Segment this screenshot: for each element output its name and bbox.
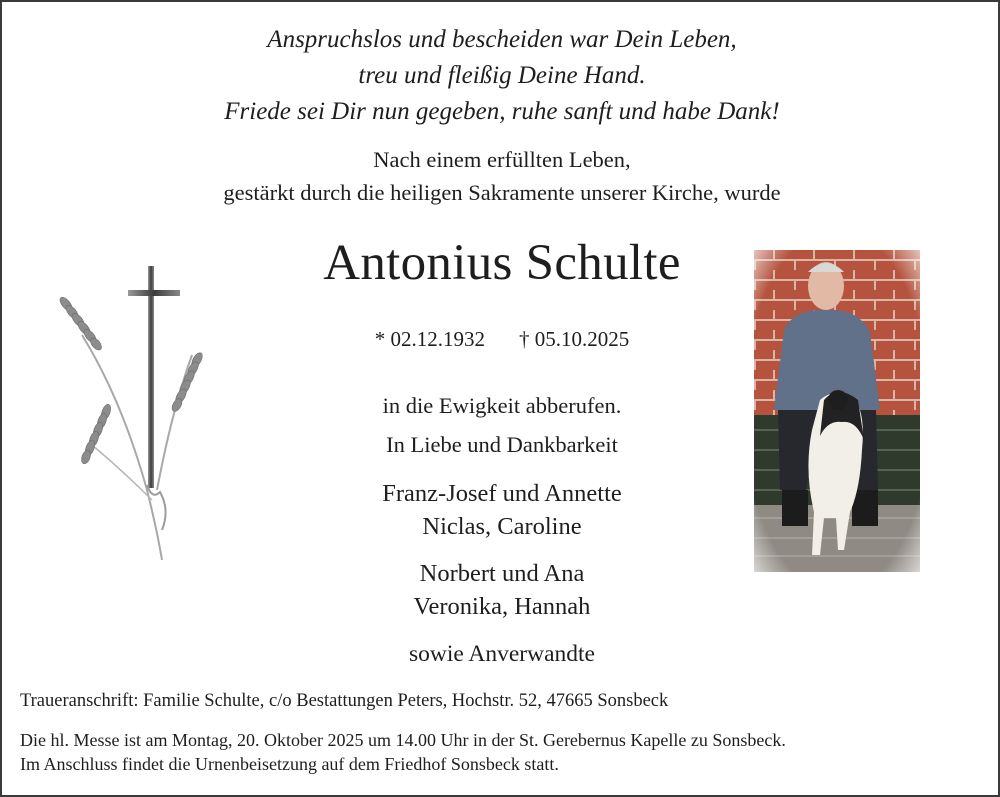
called-to-eternity-text: in die Ewigkeit abberufen. [382, 393, 622, 418]
deceased-name: Antonius Schulte [323, 235, 681, 291]
family-2-line-2: Veronika, Hannah [413, 593, 591, 620]
relatives-text: sowie Anverwandte [409, 641, 595, 667]
intro-text [2, 143, 1000, 209]
death-date: † 05.10.2025 [519, 327, 630, 351]
cross-with-wheat-icon [52, 260, 212, 570]
poem-line-2: treu und fleißig Deine Hand. [358, 62, 646, 89]
mass-info-line-2: Im Anschluss findet die Urnenbeisetzung auf dem Friedhof Sonsbeck statt. [20, 754, 559, 774]
poem-line-3: Friede sei Dir nun gegeben, ruhe sanft und habe Dank! [224, 98, 780, 125]
poem-line-1: Anspruchslos und bescheiden war Dein Leben, [267, 26, 737, 53]
portrait-photo [754, 250, 920, 572]
family-1-line-2: Niclas, Caroline [422, 513, 582, 540]
family-2-line-1: Norbert und Ana [419, 560, 585, 587]
poem [2, 22, 1000, 130]
intro-line-1: Nach einem erfüllten Leben, [373, 147, 631, 172]
love-gratitude-text: In Liebe und Dankbarkeit [386, 432, 618, 457]
family-1-line-1: Franz-Josef und Annette [382, 480, 622, 507]
mass-info-line-1: Die hl. Messe ist am Montag, 20. Oktober 2025 um 14.00 Uhr in der St. Gerebernus Kapelle zu Sonsbeck. [20, 730, 786, 750]
birth-date: * 02.12.1932 [374, 327, 485, 351]
intro-line-2: gestärkt durch die heiligen Sakramente unserer Kirche, wurde [223, 180, 781, 205]
funeral-address: Traueranschrift: Familie Schulte, c/o Bestattungen Peters, Hochstr. 52, 47665 Sonsbeck [20, 691, 669, 711]
